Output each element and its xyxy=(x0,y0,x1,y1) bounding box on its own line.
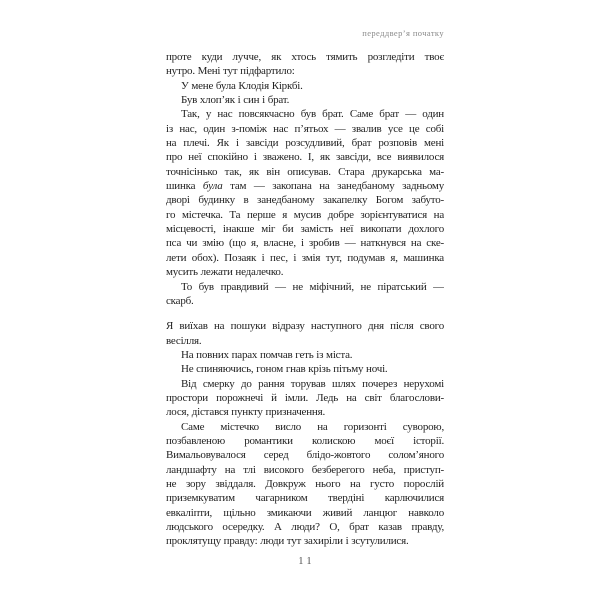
text-line: евкаліпти, щільно змикаючи живий ланцюг навколо xyxy=(166,506,444,519)
text-line: Був хлоп’як і син і брат. xyxy=(181,94,290,107)
text-line: Так, у нас повсякчасно був брат. Саме брат — один xyxy=(181,108,444,121)
text-line: проте куди лучче, як хтось тямить розгледіти твоє xyxy=(166,51,444,63)
paragraph xyxy=(166,362,444,376)
text-line: Не спиняючись, гоном гнав крізь пітьму ночі. xyxy=(181,363,388,376)
text-line: На повних парах помчав геть із міста. xyxy=(181,348,353,361)
page-number: 11 xyxy=(298,556,316,567)
text-line: про неї спокійно і зважено. І, як завсіди, все виявилося xyxy=(166,151,444,164)
text-line: позбавленою романтики колискою моєї історії. xyxy=(166,434,444,447)
paragraph xyxy=(166,377,444,420)
text-line: То був правдивий — не міфічний, не піратський — xyxy=(181,280,444,293)
text-line: із нас, один з-поміж нас п’ятьох — звалив усе це собі xyxy=(166,122,444,135)
text-line: дворі будинку в занедбаному закапелку Богом забуто- xyxy=(166,194,444,207)
text-line: пса чи змію (що я, власне, і зробив — наткнувся на ске- xyxy=(166,237,444,250)
text-line: точнісінько так, як він описував. Стара друкарська ма- xyxy=(166,165,444,178)
text-line: проклятущу правду: люди тут захиріли і зсутулилися. xyxy=(166,535,409,548)
text-line: мусить лежати недалечко. xyxy=(166,266,284,279)
page-text xyxy=(166,50,444,549)
text-line: на плечі. Як і завсіди розсудливий, брат розповів мені xyxy=(166,137,444,150)
text-line: нутро. Мені тут підфартило: xyxy=(166,65,295,78)
paragraph xyxy=(166,348,444,362)
text-line: Саме містечко висло на горизонті суворою, xyxy=(181,420,444,433)
text-line: го містечка. Та перше я мусив добре зорієнтуватися на xyxy=(166,208,444,221)
paragraph xyxy=(166,420,444,549)
text-line: ландшафту на тлі високого безберегого неба, приступ- xyxy=(166,463,444,476)
text-line: Від смерку до рання торував шлях почерез нерухомі xyxy=(181,377,444,390)
paragraph xyxy=(166,280,444,309)
paragraph xyxy=(166,50,444,79)
text-line: шинка була там — закопана на занедбаному задньому xyxy=(166,180,444,193)
text-line: людського осередку. А люди? О, брат казав правду, xyxy=(166,521,444,533)
text-line: скарб. xyxy=(166,294,194,307)
text-line: лети обох). Позаяк і пес, і змія тут, подумав я, машинка xyxy=(166,251,444,264)
paragraph xyxy=(166,93,444,107)
text-line: весілля. xyxy=(166,334,202,347)
text-line: Вимальовувалося серед блідо-жовтого солом’яного xyxy=(166,449,444,462)
text-line: Я виїхав на пошуки відразу наступного дня після свого xyxy=(166,320,444,333)
text-line: У мене була Клодія Кіркбі. xyxy=(181,79,303,92)
paragraph xyxy=(166,107,444,279)
text-line: місцевості, інакше міг би замість неї викопати дохлого xyxy=(166,223,444,236)
text-line: не зору звіддаля. Довкруж нього на густо порослій xyxy=(166,477,444,490)
paragraph xyxy=(166,319,444,348)
paragraph xyxy=(166,79,444,93)
running-header: переддвер’я початку xyxy=(362,28,444,38)
text-line: лося, дістався пункту призначення. xyxy=(166,406,326,419)
text-line: приземкуватим чагарником твердіні карлючилися xyxy=(166,492,444,505)
text-line: простори порожнечі й імли. Ледь на світ благослови- xyxy=(166,391,444,404)
